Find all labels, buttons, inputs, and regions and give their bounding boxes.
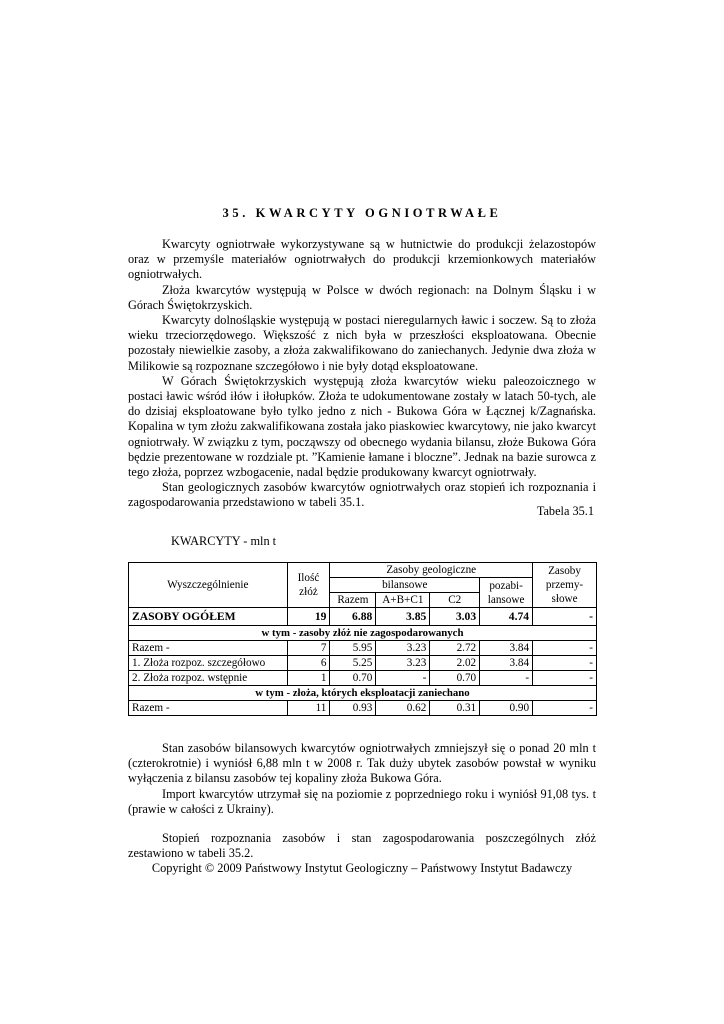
header-industrial [533, 563, 597, 608]
cell-razem: 6.88 [330, 608, 376, 626]
cell-c2: 2.72 [430, 641, 480, 656]
cell-label: Razem - [129, 641, 288, 656]
header-count-line: Ilość [297, 572, 320, 584]
paragraph: Import kwarcytów utrzymał się na poziomie z poprzedniego roku i wyniósł 91,08 tys. t (prawie w całości z Ukrainy). [128, 786, 596, 816]
paragraph: W Górach Świętokrzyskich występują złoża kwarcytów wieku paleozoicznego w postaci ławic wśród iłów i iłołupków. Złoża te udokumentowane zostały w latach 50-tych, ale do dzisiaj eksploatowane było tylko jedno z nich - Bukowa Góra w Łącznej k/Zagnańska. Kopalina w tym złożu zakwalifikowana została jako piaskowiec kwarcytowy, nie jako kwarcyt ogniotrwały. W związku z tym, począwszy od obecnego wydania bilansu, złoże Bukowa Góra będzie prezentowane w rozdziale pt. ”Kamienie łamane i bloczne”. Jednak na bazie surowca z tego złoża, poprzez wzbogacenie, nadal będzie produkowany kwarcyt ogniotrwały. [128, 373, 596, 480]
header-geo-group: Zasoby geologiczne [330, 563, 533, 578]
cell-c2: 0.70 [430, 671, 480, 686]
cell-razem: 5.25 [330, 656, 376, 671]
cell-c2: 2.02 [430, 656, 480, 671]
cell-industrial: - [533, 641, 597, 656]
header-off-balance [480, 578, 533, 608]
cell-count: 1 [287, 671, 330, 686]
paragraph: Stopień rozpoznania zasobów i stan zagospodarowania poszczególnych złóż zestawiono w tabeli 35.2. [128, 831, 596, 861]
intro-text [128, 237, 596, 511]
table-section-row [129, 686, 597, 701]
cell-count: 11 [287, 701, 330, 716]
header-balance-group: bilansowe [330, 578, 480, 593]
copyright-footer: Copyright © 2009 Państwowy Instytut Geologiczny – Państwowy Instytut Badawczy [151, 861, 573, 875]
table-row [129, 641, 597, 656]
table-header-row [129, 563, 597, 578]
table-row [129, 701, 597, 716]
header-industrial-line: słowe [551, 593, 578, 605]
header-off-balance-line: lansowe [487, 593, 525, 606]
table-row [129, 656, 597, 671]
paragraph: Kwarcyty dolnośląskie występują w postaci nieregularnych ławic i soczew. Są to złoża wieku trzeciorzędowego. Większość z nich była w przeszłości eksploatowana. Obecnie pozostały niewielkie zasoby, a złoża zakwalifikowano do zaniechanych. Jedynie dwa złoża w Milikowie są rozpoznane szczegółowo i nie były dotąd eksploatowane. [128, 313, 596, 373]
cell-count: 19 [287, 608, 330, 626]
cell-off-balance: - [480, 671, 533, 686]
table-row-total [129, 608, 597, 626]
cell-abc1: 3.23 [376, 656, 430, 671]
cell-label: 1. Złoża rozpoz. szczegółowo [129, 656, 288, 671]
after-table-text [128, 741, 596, 861]
header-industrial-line: przemy- [545, 579, 584, 591]
cell-razem: 5.95 [330, 641, 376, 656]
header-abc1: A+B+C1 [376, 593, 430, 608]
cell-abc1: - [376, 671, 430, 686]
cell-industrial: - [533, 701, 597, 716]
cell-count: 6 [287, 656, 330, 671]
cell-c2: 3.03 [430, 608, 480, 626]
cell-razem: 0.70 [330, 671, 376, 686]
cell-industrial: - [533, 671, 597, 686]
cell-label: ZASOBY OGÓŁEM [129, 608, 288, 626]
cell-off-balance: 3.84 [480, 656, 533, 671]
paragraph: Stan zasobów bilansowych kwarcytów ogniotrwałych zmniejszył się o ponad 20 mln t (czterokrotnie) i wyniósł 6,88 mln t w 2008 r. Tak duży ubytek zasobów powstał w wyniku wyłączenia z bilansu zasobów tej kopaliny złoża Bukowa Góra. [128, 741, 596, 786]
paragraph: Kwarcyty ogniotrwałe wykorzystywane są w hutnictwie do produkcji żelazostopów oraz w przemyśle materiałów ogniotrwałych do produkcji krzemionkowych materiałów ogniotrwałych. [128, 237, 596, 282]
header-c2: C2 [430, 593, 480, 608]
cell-off-balance: 4.74 [480, 608, 533, 626]
paragraph: Stan geologicznych zasobów kwarcytów ogniotrwałych oraz stopień ich rozpoznania i zagospodarowania przedstawiono w tabeli 35.1. [128, 480, 596, 510]
cell-c2: 0.31 [430, 701, 480, 716]
header-count [287, 563, 330, 608]
cell-abc1: 3.85 [376, 608, 430, 626]
cell-off-balance: 3.84 [480, 641, 533, 656]
cell-label: Razem - [129, 701, 288, 716]
cell-count: 7 [287, 641, 330, 656]
table-row [129, 671, 597, 686]
header-off-balance-line: pozabi- [489, 579, 523, 592]
cell-industrial: - [533, 608, 597, 626]
header-total: Razem [330, 593, 376, 608]
cell-industrial: - [533, 656, 597, 671]
header-description: Wyszczególnienie [129, 563, 288, 608]
chapter-title: 35. KWARCYTY OGNIOTRWAŁE [222, 206, 502, 220]
paragraph: Złoża kwarcytów występują w Polsce w dwóch regionach: na Dolnym Śląsku i w Górach Świętokrzyskich. [128, 282, 596, 312]
resources-table [128, 562, 597, 716]
header-count-line: złóż [299, 586, 318, 598]
table-caption: Tabela 35.1 [536, 504, 594, 518]
header-industrial-line: Zasoby [548, 565, 581, 577]
table-unit-label: KWARCYTY - mln t [171, 534, 277, 548]
table-section-row [129, 626, 597, 641]
section-label: w tym - złoża, których eksploatacji zaniechano [129, 686, 597, 701]
section-label: w tym - zasoby złóż nie zagospodarowanych [129, 626, 597, 641]
cell-off-balance: 0.90 [480, 701, 533, 716]
paragraph-spacer [128, 817, 596, 831]
cell-abc1: 3.23 [376, 641, 430, 656]
cell-abc1: 0.62 [376, 701, 430, 716]
cell-label: 2. Złoża rozpoz. wstępnie [129, 671, 288, 686]
cell-razem: 0.93 [330, 701, 376, 716]
